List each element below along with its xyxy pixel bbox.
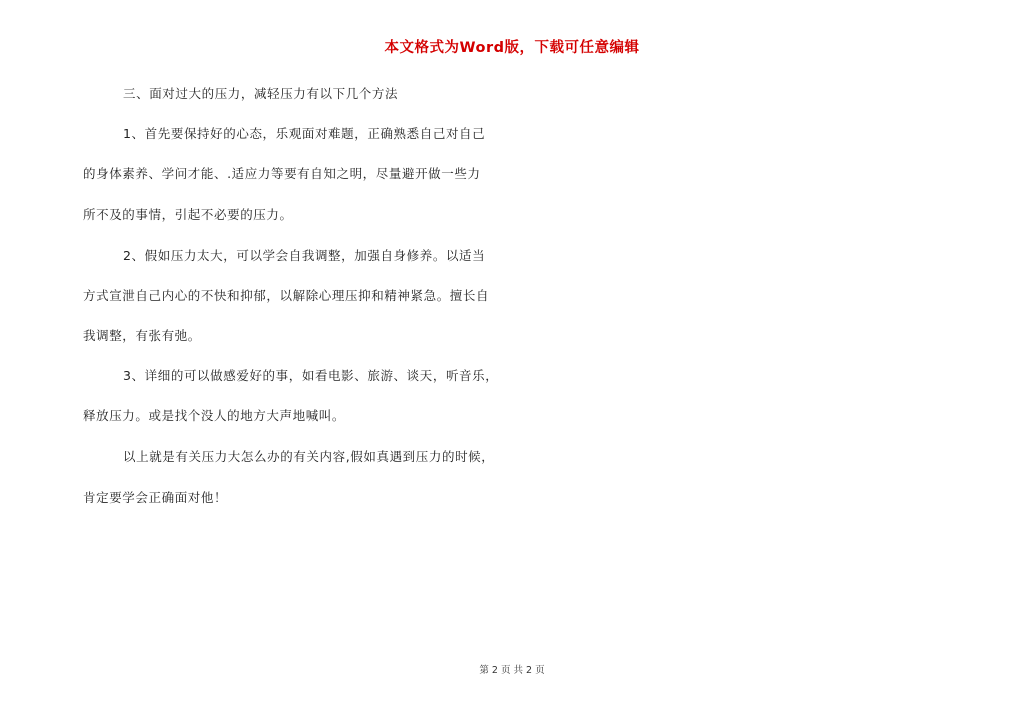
paragraph-line: 以上就是有关压力大怎么办的有关内容,假如真遇到压力的时候， [123,449,495,464]
paragraph-line: 肯定要学会正确面对他！ [83,490,228,505]
paragraph-line: 3、详细的可以做感爱好的事，如看电影、旅游、谈天，听音乐， [123,368,499,383]
paragraph-line: 所不及的事情，引起不必要的压力。 [83,207,293,222]
paragraph-line: 释放压力。或是找个没人的地方大声地喊叫。 [83,408,346,423]
section-heading: 三、面对过大的压力，减轻压力有以下几个方法 [123,86,399,101]
paragraph-line: 2、假如压力太大，可以学会自我调整，加强自身修养。以适当 [123,248,486,263]
paragraph-line: 1、首先要保持好的心态，乐观面对难题，正确熟悉自己对自己 [123,126,486,141]
page-number: 第 2 页 共 2 页 [479,665,545,676]
paragraph-line: 我调整，有张有弛。 [83,328,201,343]
document-banner: 本文格式为Word版，下载可任意编辑 [384,40,640,56]
paragraph-line: 的身体素养、学问才能、.适应力等要有自知之明，尽量避开做一些力 [83,166,481,181]
paragraph-line: 方式宣泄自己内心的不快和抑郁，以解除心理压抑和精神紧急。擅长自 [83,288,490,303]
